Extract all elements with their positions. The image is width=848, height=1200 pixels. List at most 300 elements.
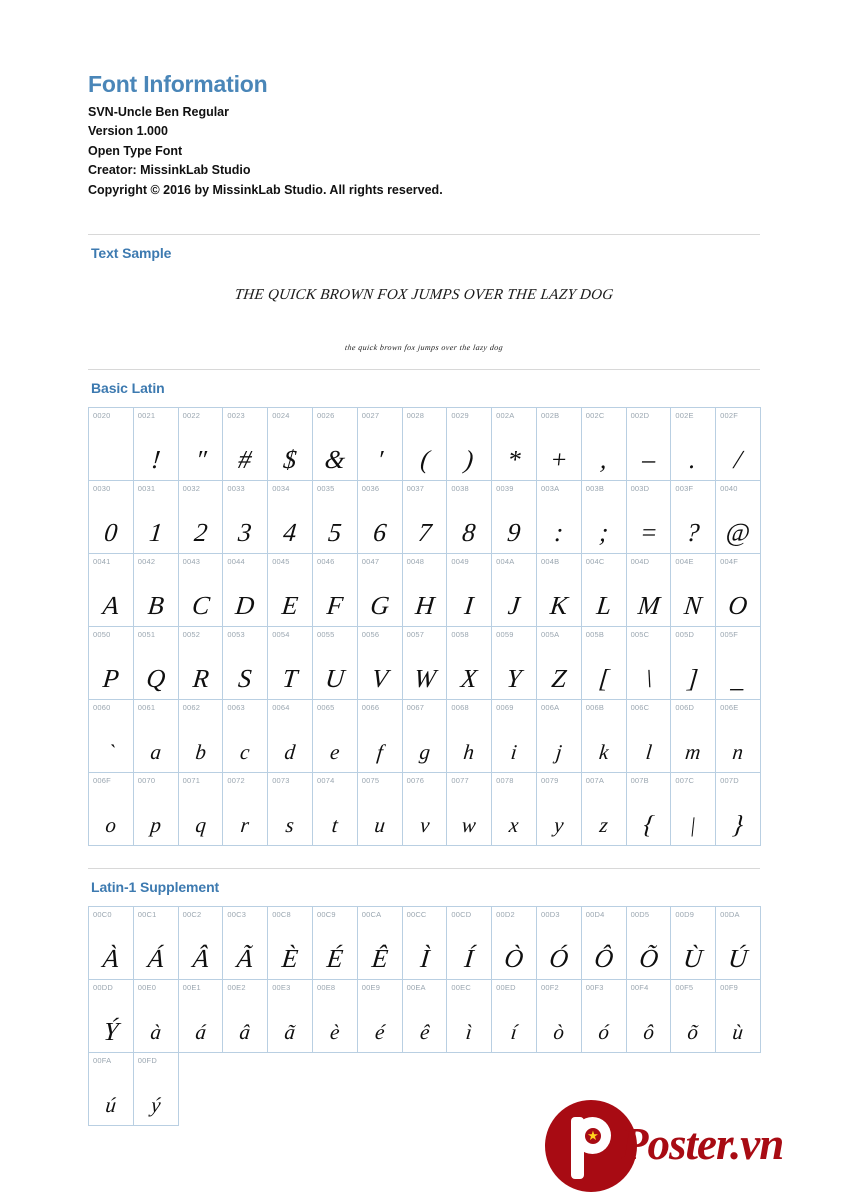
glyph-character: ô — [641, 1020, 655, 1045]
glyph-cell-0021[interactable] — [134, 408, 179, 481]
glyph-cell-0037[interactable] — [403, 481, 448, 554]
metadata-font-name: SVN-Uncle Ben Regular — [88, 104, 230, 119]
glyph-codepoint: 0064 — [272, 703, 290, 713]
glyph-character: 6 — [371, 518, 388, 548]
glyph-codepoint: 00D9 — [675, 910, 695, 920]
glyph-cell-004A[interactable] — [492, 554, 537, 627]
glyph-codepoint: 0032 — [182, 484, 201, 494]
glyph-cell-0064[interactable] — [268, 700, 313, 773]
glyph-codepoint: 004E — [675, 557, 694, 567]
glyph-cell-0077[interactable] — [447, 773, 492, 846]
glyph-codepoint: 004D — [630, 557, 650, 567]
glyph-cell-0032[interactable] — [179, 481, 224, 554]
glyph-codepoint: 007B — [630, 776, 649, 786]
glyph-codepoint: 0050 — [93, 630, 111, 640]
glyph-codepoint: 00F9 — [720, 983, 739, 993]
glyph-cell-0063[interactable] — [223, 700, 268, 773]
glyph-cell-0071[interactable] — [179, 773, 224, 846]
glyph-cell-006E[interactable] — [716, 700, 761, 773]
glyph-character: Â — [191, 944, 211, 974]
glyph-cell-00D9[interactable] — [671, 907, 716, 980]
glyph-cell-006A[interactable] — [537, 700, 582, 773]
glyph-grid-latin1-supplement — [88, 906, 761, 1126]
glyph-cell-00F4[interactable] — [627, 980, 672, 1053]
glyph-cell-004D[interactable] — [627, 554, 672, 627]
glyph-cell-0020[interactable] — [89, 408, 134, 481]
glyph-character: : — [553, 518, 565, 548]
glyph-character: f — [375, 740, 384, 765]
glyph-codepoint: 0026 — [316, 411, 335, 421]
glyph-cell-005F[interactable] — [716, 627, 761, 700]
glyph-cell-0024[interactable] — [268, 408, 313, 481]
glyph-cell-0060[interactable] — [89, 700, 134, 773]
glyph-cell-0055[interactable] — [313, 627, 358, 700]
glyph-codepoint: 0060 — [93, 703, 111, 713]
glyph-cell-00E8[interactable] — [313, 980, 358, 1053]
glyph-codepoint: 0048 — [406, 557, 425, 567]
glyph-character: F — [325, 591, 345, 621]
glyph-cell-00FD[interactable] — [134, 1053, 179, 1126]
glyph-grid-row — [89, 907, 761, 980]
glyph-cell-00E0[interactable] — [134, 980, 179, 1053]
logo-wordmark: Poster.vn — [621, 1119, 784, 1169]
glyph-cell-004B[interactable] — [537, 554, 582, 627]
glyph-character: + — [548, 445, 570, 475]
glyph-cell-0078[interactable] — [492, 773, 537, 846]
glyph-cell-0074[interactable] — [313, 773, 358, 846]
glyph-cell-0042[interactable] — [134, 554, 179, 627]
glyph-cell-00F3[interactable] — [582, 980, 627, 1053]
metadata-copyright: Copyright © 2016 by MissinkLab Studio. All rights reserved. — [88, 182, 443, 197]
glyph-cell-00D2[interactable] — [492, 907, 537, 980]
glyph-character: 9 — [506, 518, 523, 548]
glyph-cell-00E9[interactable] — [358, 980, 403, 1053]
glyph-character: \ — [643, 664, 654, 694]
glyph-codepoint: 006C — [630, 703, 650, 713]
glyph-cell-0072[interactable] — [223, 773, 268, 846]
glyph-codepoint: 00C1 — [137, 910, 157, 920]
glyph-cell-003A[interactable] — [537, 481, 582, 554]
glyph-character: r — [239, 813, 251, 838]
glyph-cell-0039[interactable] — [492, 481, 537, 554]
glyph-character: E — [280, 591, 300, 621]
glyph-character: ] — [686, 664, 700, 694]
glyph-codepoint: 004A — [496, 557, 515, 567]
glyph-codepoint: 00E1 — [182, 983, 201, 993]
glyph-codepoint: 0021 — [137, 411, 156, 421]
glyph-codepoint: 0069 — [496, 703, 514, 713]
glyph-grid-basic-latin — [88, 407, 761, 846]
glyph-cell-0036[interactable] — [358, 481, 403, 554]
glyph-cell-0034[interactable] — [268, 481, 313, 554]
glyph-cell-00C0[interactable] — [89, 907, 134, 980]
glyph-cell-00F9[interactable] — [716, 980, 761, 1053]
glyph-cell-003D[interactable] — [627, 481, 672, 554]
glyph-cell-0052[interactable] — [179, 627, 224, 700]
logo-letter-p-icon — [571, 1117, 611, 1179]
glyph-cell-0075[interactable] — [358, 773, 403, 846]
glyph-cell-0054[interactable] — [268, 627, 313, 700]
glyph-character: n — [731, 740, 745, 765]
glyph-codepoint: 0067 — [406, 703, 425, 713]
glyph-cell-003B[interactable] — [582, 481, 627, 554]
glyph-cell-0047[interactable] — [358, 554, 403, 627]
glyph-character: o — [104, 813, 118, 838]
glyph-cell-004E[interactable] — [671, 554, 716, 627]
glyph-codepoint: 0079 — [540, 776, 559, 786]
glyph-character: 8 — [461, 518, 478, 548]
glyph-codepoint: 00EC — [451, 983, 471, 993]
glyph-codepoint: 0027 — [361, 411, 380, 421]
glyph-cell-0073[interactable] — [268, 773, 313, 846]
glyph-codepoint: 0058 — [451, 630, 469, 640]
glyph-codepoint: 00C9 — [316, 910, 336, 920]
glyph-codepoint: 002E — [675, 411, 694, 421]
glyph-character: R — [191, 664, 211, 694]
glyph-codepoint: 0070 — [137, 776, 156, 786]
glyph-codepoint: 00DD — [93, 983, 113, 993]
glyph-cell-00C8[interactable] — [268, 907, 313, 980]
glyph-cell-0076[interactable] — [403, 773, 448, 846]
glyph-character: ! — [149, 445, 162, 475]
section-heading-latin1-supplement: Latin-1 Supplement — [91, 879, 220, 896]
glyph-cell-003F[interactable] — [671, 481, 716, 554]
glyph-character: _ — [730, 664, 747, 694]
page-title: Font Information — [88, 71, 268, 97]
glyph-codepoint: 0074 — [316, 776, 335, 786]
glyph-character: Q — [144, 664, 167, 694]
glyph-cell-0061[interactable] — [134, 700, 179, 773]
glyph-cell-007A[interactable] — [582, 773, 627, 846]
glyph-codepoint: 0076 — [406, 776, 425, 786]
glyph-character: ` — [106, 740, 116, 765]
glyph-cell-0023[interactable] — [223, 408, 268, 481]
glyph-character: I — [463, 591, 476, 621]
glyph-cell-00D3[interactable] — [537, 907, 582, 980]
glyph-character: J — [506, 591, 522, 621]
poster-vn-logo[interactable] — [545, 1098, 815, 1194]
glyph-codepoint: 00F2 — [540, 983, 559, 993]
glyph-cell-007D[interactable] — [716, 773, 761, 846]
glyph-character: O — [727, 591, 750, 621]
glyph-character: y — [552, 813, 565, 838]
glyph-codepoint: 0045 — [272, 557, 290, 567]
glyph-character: P — [101, 664, 121, 694]
glyph-codepoint: 00FD — [137, 1056, 157, 1066]
glyph-codepoint: 00CA — [361, 910, 382, 920]
glyph-codepoint: 0040 — [720, 484, 738, 494]
text-sample-uppercase: THE QUICK BROWN FOX JUMPS OVER THE LAZY DOG — [233, 287, 615, 304]
glyph-character: á — [193, 1020, 207, 1045]
glyph-character: = — [638, 518, 659, 548]
glyph-codepoint: 002C — [585, 411, 605, 421]
glyph-cell-00C1[interactable] — [134, 907, 179, 980]
glyph-character: t — [330, 813, 340, 838]
glyph-cell-00DD[interactable] — [89, 980, 134, 1053]
glyph-cell-00C9[interactable] — [313, 907, 358, 980]
glyph-cell-002E[interactable] — [671, 408, 716, 481]
glyph-cell-002C[interactable] — [582, 408, 627, 481]
glyph-codepoint: 0041 — [93, 557, 111, 567]
glyph-codepoint: 00C2 — [182, 910, 202, 920]
glyph-codepoint: 00DA — [720, 910, 740, 920]
glyph-cell-0050[interactable] — [89, 627, 134, 700]
glyph-cell-006B[interactable] — [582, 700, 627, 773]
glyph-codepoint: 0075 — [361, 776, 380, 786]
glyph-character: ú — [104, 1093, 118, 1118]
glyph-character: 3 — [237, 518, 254, 548]
glyph-cell-006D[interactable] — [671, 700, 716, 773]
glyph-cell-002B[interactable] — [537, 408, 582, 481]
glyph-cell-0068[interactable] — [447, 700, 492, 773]
glyph-cell-0022[interactable] — [179, 408, 224, 481]
glyph-cell-00FA[interactable] — [89, 1053, 134, 1126]
glyph-cell-005D[interactable] — [671, 627, 716, 700]
glyph-cell-007C[interactable] — [671, 773, 716, 846]
glyph-character: ò — [552, 1020, 566, 1045]
section-heading-basic-latin: Basic Latin — [91, 380, 165, 397]
glyph-grid-row — [89, 481, 761, 554]
glyph-cell-006F[interactable] — [89, 773, 134, 846]
glyph-cell-0051[interactable] — [134, 627, 179, 700]
glyph-cell-0035[interactable] — [313, 481, 358, 554]
glyph-cell-007B[interactable] — [627, 773, 672, 846]
glyph-character: ? — [685, 518, 702, 548]
glyph-codepoint: 00D4 — [585, 910, 605, 920]
glyph-character: B — [146, 591, 166, 621]
glyph-cell-0066[interactable] — [358, 700, 403, 773]
glyph-cell-0033[interactable] — [223, 481, 268, 554]
glyph-character: Ò — [503, 944, 526, 974]
glyph-cell-0040[interactable] — [716, 481, 761, 554]
glyph-codepoint: 003A — [540, 484, 560, 494]
glyph-codepoint: 0052 — [182, 630, 201, 640]
glyph-character: d — [283, 740, 297, 765]
glyph-cell-0053[interactable] — [223, 627, 268, 700]
glyph-cell-005C[interactable] — [627, 627, 672, 700]
glyph-codepoint: 00D2 — [496, 910, 515, 920]
glyph-cell-0029[interactable] — [447, 408, 492, 481]
glyph-codepoint: 0072 — [227, 776, 245, 786]
glyph-codepoint: 00C8 — [272, 910, 291, 920]
glyph-codepoint: 0028 — [406, 411, 425, 421]
glyph-cell-00E2[interactable] — [223, 980, 268, 1053]
glyph-cell-0056[interactable] — [358, 627, 403, 700]
glyph-character: H — [413, 591, 436, 621]
glyph-character: â — [238, 1020, 252, 1045]
glyph-character: i — [509, 740, 519, 765]
glyph-codepoint: 0065 — [316, 703, 335, 713]
glyph-cell-00CD[interactable] — [447, 907, 492, 980]
glyph-character: j — [554, 740, 564, 765]
glyph-cell-0058[interactable] — [447, 627, 492, 700]
glyph-codepoint: 007A — [585, 776, 605, 786]
glyph-cell-0057[interactable] — [403, 627, 448, 700]
glyph-cell-005A[interactable] — [537, 627, 582, 700]
glyph-codepoint: 005D — [675, 630, 695, 640]
glyph-cell-00DA[interactable] — [716, 907, 761, 980]
page-content — [88, 0, 760, 1126]
glyph-cell-0028[interactable] — [403, 408, 448, 481]
glyph-codepoint: 002B — [540, 411, 560, 421]
glyph-codepoint: 007D — [720, 776, 739, 786]
glyph-character: ; — [597, 518, 610, 548]
glyph-character: ' — [375, 445, 385, 475]
glyph-character: / — [732, 445, 744, 475]
glyph-cell-0045[interactable] — [268, 554, 313, 627]
glyph-cell-0070[interactable] — [134, 773, 179, 846]
glyph-cell-002A[interactable] — [492, 408, 537, 481]
glyph-character: w — [461, 813, 478, 838]
glyph-codepoint: 0078 — [496, 776, 514, 786]
star-icon: ★ — [587, 1128, 599, 1143]
glyph-cell-00F2[interactable] — [537, 980, 582, 1053]
glyph-character: V — [370, 664, 390, 694]
glyph-cell-0044[interactable] — [223, 554, 268, 627]
glyph-cell-00C2[interactable] — [179, 907, 224, 980]
glyph-cell-0049[interactable] — [447, 554, 492, 627]
glyph-character: G — [368, 591, 391, 621]
glyph-cell-0041[interactable] — [89, 554, 134, 627]
glyph-character: D — [234, 591, 257, 621]
glyph-character: N — [683, 591, 704, 621]
glyph-codepoint: 003F — [675, 484, 694, 494]
glyph-character: È — [280, 944, 300, 974]
glyph-cell-0026[interactable] — [313, 408, 358, 481]
glyph-codepoint: 00D5 — [630, 910, 650, 920]
glyph-cell-00ED[interactable] — [492, 980, 537, 1053]
glyph-codepoint: 0043 — [182, 557, 201, 567]
glyph-codepoint: 006E — [720, 703, 739, 713]
glyph-cell-0067[interactable] — [403, 700, 448, 773]
glyph-cell-004F[interactable] — [716, 554, 761, 627]
glyph-character: g — [417, 740, 431, 765]
glyph-codepoint: 0071 — [182, 776, 201, 786]
glyph-cell-0046[interactable] — [313, 554, 358, 627]
glyph-codepoint: 0038 — [451, 484, 469, 494]
glyph-cell-00F5[interactable] — [671, 980, 716, 1053]
glyph-character: [ — [597, 664, 611, 694]
glyph-codepoint: 0068 — [451, 703, 469, 713]
glyph-cell-0079[interactable] — [537, 773, 582, 846]
glyph-codepoint: 0049 — [451, 557, 469, 567]
glyph-codepoint: 002A — [496, 411, 515, 421]
glyph-cell-0069[interactable] — [492, 700, 537, 773]
glyph-cell-0065[interactable] — [313, 700, 358, 773]
glyph-codepoint: 005A — [540, 630, 560, 640]
glyph-codepoint: 00F3 — [585, 983, 604, 993]
glyph-codepoint: 00E3 — [272, 983, 291, 993]
glyph-codepoint: 0056 — [361, 630, 380, 640]
glyph-cell-0027[interactable] — [358, 408, 403, 481]
glyph-character: a — [149, 740, 163, 765]
glyph-codepoint: 0047 — [361, 557, 380, 567]
glyph-cell-00D4[interactable] — [582, 907, 627, 980]
glyph-character: à — [149, 1020, 163, 1045]
glyph-character: # — [237, 445, 254, 475]
glyph-character: K — [548, 591, 570, 621]
glyph-codepoint: 0046 — [316, 557, 335, 567]
glyph-cell-0059[interactable] — [492, 627, 537, 700]
glyph-character: Ú — [727, 944, 750, 974]
glyph-character: 7 — [416, 518, 433, 548]
glyph-cell-00CC[interactable] — [403, 907, 448, 980]
glyph-codepoint: 00FA — [93, 1056, 112, 1066]
glyph-cell-00E1[interactable] — [179, 980, 224, 1053]
glyph-character: À — [101, 944, 121, 974]
glyph-character: s — [284, 813, 296, 838]
glyph-character: * — [506, 445, 523, 475]
glyph-codepoint: 004B — [540, 557, 560, 567]
glyph-codepoint: 0030 — [93, 484, 111, 494]
glyph-codepoint: 004F — [720, 557, 739, 567]
glyph-character: A — [101, 591, 121, 621]
glyph-cell-0030[interactable] — [89, 481, 134, 554]
glyph-character: m — [684, 740, 703, 765]
glyph-character: | — [689, 813, 698, 838]
glyph-character: v — [418, 813, 431, 838]
metadata-creator: Creator: MissinkLab Studio — [88, 163, 251, 178]
glyph-codepoint: 00E8 — [316, 983, 336, 993]
glyph-cell-006C[interactable] — [627, 700, 672, 773]
glyph-character: Í — [463, 944, 476, 974]
glyph-character: Ê — [370, 944, 390, 974]
glyph-character: @ — [724, 518, 752, 548]
glyph-cell-00EC[interactable] — [447, 980, 492, 1053]
glyph-cell-004C[interactable] — [582, 554, 627, 627]
glyph-codepoint: 0034 — [272, 484, 290, 494]
glyph-character: q — [193, 813, 207, 838]
glyph-cell-00D5[interactable] — [627, 907, 672, 980]
glyph-codepoint: 0063 — [227, 703, 245, 713]
glyph-cell-00CA[interactable] — [358, 907, 403, 980]
glyph-cell-002F[interactable] — [716, 408, 761, 481]
glyph-character: ê — [418, 1020, 431, 1045]
glyph-cell-0062[interactable] — [179, 700, 224, 773]
glyph-character: S — [237, 664, 254, 694]
glyph-codepoint: 005F — [720, 630, 739, 640]
glyph-cell-0038[interactable] — [447, 481, 492, 554]
glyph-codepoint: 0059 — [496, 630, 514, 640]
metadata-version: Version 1.000 — [88, 124, 168, 139]
glyph-cell-002D[interactable] — [627, 408, 672, 481]
glyph-character: l — [644, 740, 653, 765]
section-heading-text-sample: Text Sample — [91, 245, 172, 262]
glyph-codepoint: 00F4 — [630, 983, 649, 993]
glyph-codepoint: 003B — [585, 484, 605, 494]
glyph-character: 0 — [102, 518, 119, 548]
glyph-cell-0043[interactable] — [179, 554, 224, 627]
glyph-cell-0031[interactable] — [134, 481, 179, 554]
glyph-character: í — [509, 1020, 519, 1045]
glyph-codepoint: 006F — [93, 776, 111, 786]
glyph-cell-00C3[interactable] — [223, 907, 268, 980]
glyph-character: C — [190, 591, 211, 621]
glyph-codepoint: 006D — [675, 703, 695, 713]
glyph-character: 1 — [147, 518, 164, 548]
glyph-character: – — [640, 445, 657, 475]
glyph-cell-005B[interactable] — [582, 627, 627, 700]
glyph-character: W — [412, 664, 437, 694]
glyph-codepoint: 00E0 — [137, 983, 157, 993]
glyph-cell-0048[interactable] — [403, 554, 448, 627]
glyph-cell-00EA[interactable] — [403, 980, 448, 1053]
glyph-character: Ù — [682, 944, 705, 974]
glyph-codepoint: 00C3 — [227, 910, 247, 920]
glyph-character: è — [328, 1020, 341, 1045]
glyph-cell-00E3[interactable] — [268, 980, 313, 1053]
glyph-codepoint: 0037 — [406, 484, 425, 494]
